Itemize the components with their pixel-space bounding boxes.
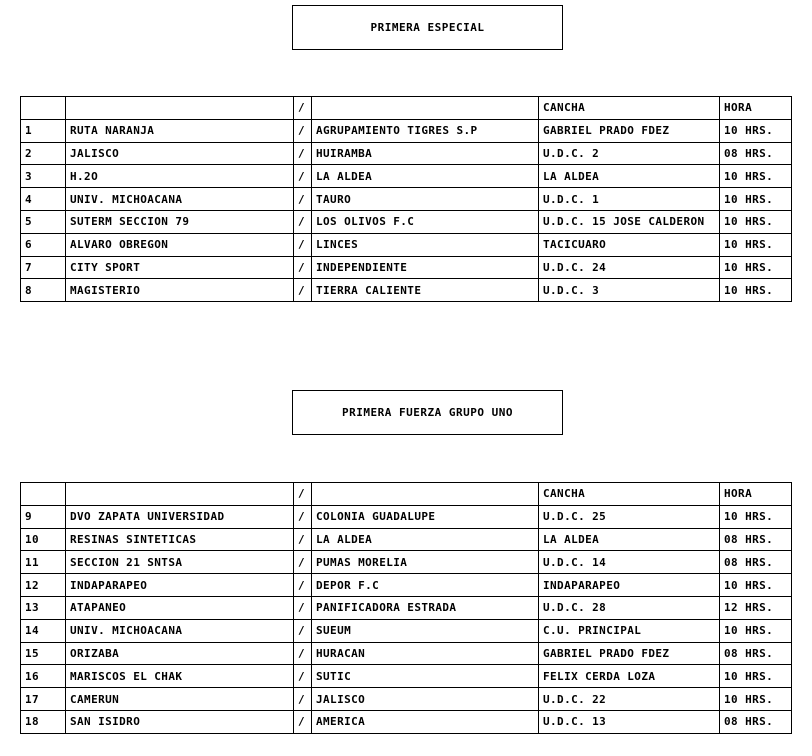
away-team-cell: PANIFICADORA ESTRADA xyxy=(312,596,539,619)
header-match-number-cell xyxy=(21,97,66,120)
field-cell: U.D.C. 25 xyxy=(539,505,720,528)
time-cell: 10 HRS. xyxy=(720,279,792,302)
header-versus-separator-cell: / xyxy=(294,483,312,506)
away-team-cell: LA ALDEA xyxy=(312,528,539,551)
field-cell: U.D.C. 2 xyxy=(539,142,720,165)
match-number-cell: 11 xyxy=(21,551,66,574)
header-time-cell: HORA xyxy=(720,97,792,120)
home-team-cell: ALVARO OBREGON xyxy=(66,233,294,256)
home-team-cell: SUTERM SECCION 79 xyxy=(66,210,294,233)
match-number-cell: 1 xyxy=(21,119,66,142)
home-team-cell: SECCION 21 SNTSA xyxy=(66,551,294,574)
table-row xyxy=(21,505,792,528)
table-row xyxy=(21,233,792,256)
time-cell: 10 HRS. xyxy=(720,119,792,142)
match-number-cell: 9 xyxy=(21,505,66,528)
versus-separator-cell: / xyxy=(294,710,312,733)
versus-separator-cell: / xyxy=(294,165,312,188)
away-team-cell: COLONIA GUADALUPE xyxy=(312,505,539,528)
match-number-cell: 6 xyxy=(21,233,66,256)
header-field-cell: CANCHA xyxy=(539,483,720,506)
home-team-cell: ORIZABA xyxy=(66,642,294,665)
away-team-cell: LINCES xyxy=(312,233,539,256)
match-number-cell: 8 xyxy=(21,279,66,302)
table-row xyxy=(21,574,792,597)
field-cell: FELIX CERDA LOZA xyxy=(539,665,720,688)
time-cell: 08 HRS. xyxy=(720,528,792,551)
away-team-cell: TAURO xyxy=(312,188,539,211)
home-team-cell: DVO ZAPATA UNIVERSIDAD xyxy=(66,505,294,528)
away-team-cell: SUEUM xyxy=(312,619,539,642)
versus-separator-cell: / xyxy=(294,528,312,551)
table-row xyxy=(21,688,792,711)
table-row xyxy=(21,210,792,233)
field-cell: GABRIEL PRADO FDEZ xyxy=(539,119,720,142)
versus-separator-cell: / xyxy=(294,596,312,619)
time-cell: 10 HRS. xyxy=(720,210,792,233)
home-team-cell: JALISCO xyxy=(66,142,294,165)
table-row xyxy=(21,119,792,142)
field-cell: INDAPARAPEO xyxy=(539,574,720,597)
home-team-cell: ATAPANEO xyxy=(66,596,294,619)
table-row xyxy=(21,710,792,733)
table-row xyxy=(21,256,792,279)
home-team-cell: UNIV. MICHOACANA xyxy=(66,619,294,642)
match-number-cell: 15 xyxy=(21,642,66,665)
table-row xyxy=(21,142,792,165)
time-cell: 10 HRS. xyxy=(720,188,792,211)
match-number-cell: 4 xyxy=(21,188,66,211)
versus-separator-cell: / xyxy=(294,188,312,211)
field-cell: U.D.C. 22 xyxy=(539,688,720,711)
table-row xyxy=(21,665,792,688)
section-title-primera-especial: PRIMERA ESPECIAL xyxy=(292,5,563,50)
time-cell: 10 HRS. xyxy=(720,619,792,642)
time-cell: 08 HRS. xyxy=(720,710,792,733)
away-team-cell: INDEPENDIENTE xyxy=(312,256,539,279)
home-team-cell: H.2O xyxy=(66,165,294,188)
home-team-cell: MARISCOS EL CHAK xyxy=(66,665,294,688)
away-team-cell: LOS OLIVOS F.C xyxy=(312,210,539,233)
home-team-cell: CAMERUN xyxy=(66,688,294,711)
home-team-cell: CITY SPORT xyxy=(66,256,294,279)
time-cell: 08 HRS. xyxy=(720,642,792,665)
fixtures-table-primera-fuerza xyxy=(20,482,792,734)
versus-separator-cell: / xyxy=(294,505,312,528)
away-team-cell: DEPOR F.C xyxy=(312,574,539,597)
table-row xyxy=(21,279,792,302)
header-home-team-cell xyxy=(66,483,294,506)
field-cell: U.D.C. 15 JOSE CALDERON xyxy=(539,210,720,233)
home-team-cell: RESINAS SINTETICAS xyxy=(66,528,294,551)
versus-separator-cell: / xyxy=(294,233,312,256)
field-cell: TACICUARO xyxy=(539,233,720,256)
table-row xyxy=(21,165,792,188)
away-team-cell: HURACAN xyxy=(312,642,539,665)
match-number-cell: 2 xyxy=(21,142,66,165)
home-team-cell: MAGISTERIO xyxy=(66,279,294,302)
versus-separator-cell: / xyxy=(294,142,312,165)
away-team-cell: SUTIC xyxy=(312,665,539,688)
match-number-cell: 5 xyxy=(21,210,66,233)
field-cell: U.D.C. 1 xyxy=(539,188,720,211)
home-team-cell: RUTA NARANJA xyxy=(66,119,294,142)
versus-separator-cell: / xyxy=(294,210,312,233)
time-cell: 10 HRS. xyxy=(720,165,792,188)
table-row xyxy=(21,642,792,665)
time-cell: 10 HRS. xyxy=(720,574,792,597)
away-team-cell: PUMAS MORELIA xyxy=(312,551,539,574)
match-number-cell: 18 xyxy=(21,710,66,733)
away-team-cell: JALISCO xyxy=(312,688,539,711)
table-row xyxy=(21,596,792,619)
time-cell: 10 HRS. xyxy=(720,233,792,256)
match-number-cell: 10 xyxy=(21,528,66,551)
versus-separator-cell: / xyxy=(294,551,312,574)
match-number-cell: 13 xyxy=(21,596,66,619)
versus-separator-cell: / xyxy=(294,665,312,688)
away-team-cell: LA ALDEA xyxy=(312,165,539,188)
table-row xyxy=(21,619,792,642)
header-time-cell: HORA xyxy=(720,483,792,506)
table-row xyxy=(21,188,792,211)
fixtures-table-primera-especial xyxy=(20,96,792,302)
time-cell: 08 HRS. xyxy=(720,551,792,574)
match-number-cell: 7 xyxy=(21,256,66,279)
field-cell: U.D.C. 3 xyxy=(539,279,720,302)
time-cell: 10 HRS. xyxy=(720,688,792,711)
field-cell: U.D.C. 28 xyxy=(539,596,720,619)
time-cell: 08 HRS. xyxy=(720,142,792,165)
section-title-primera-fuerza-grupo-uno: PRIMERA FUERZA GRUPO UNO xyxy=(292,390,563,435)
match-number-cell: 12 xyxy=(21,574,66,597)
time-cell: 10 HRS. xyxy=(720,256,792,279)
versus-separator-cell: / xyxy=(294,119,312,142)
away-team-cell: AGRUPAMIENTO TIGRES S.P xyxy=(312,119,539,142)
match-number-cell: 14 xyxy=(21,619,66,642)
match-number-cell: 16 xyxy=(21,665,66,688)
versus-separator-cell: / xyxy=(294,256,312,279)
field-cell: C.U. PRINCIPAL xyxy=(539,619,720,642)
header-home-team-cell xyxy=(66,97,294,120)
field-cell: LA ALDEA xyxy=(539,528,720,551)
header-match-number-cell xyxy=(21,483,66,506)
time-cell: 10 HRS. xyxy=(720,665,792,688)
versus-separator-cell: / xyxy=(294,619,312,642)
field-cell: LA ALDEA xyxy=(539,165,720,188)
table-header-row xyxy=(21,483,792,506)
time-cell: 10 HRS. xyxy=(720,505,792,528)
header-away-team-cell xyxy=(312,97,539,120)
field-cell: U.D.C. 14 xyxy=(539,551,720,574)
home-team-cell: INDAPARAPEO xyxy=(66,574,294,597)
home-team-cell: SAN ISIDRO xyxy=(66,710,294,733)
versus-separator-cell: / xyxy=(294,642,312,665)
table-header-row xyxy=(21,97,792,120)
away-team-cell: AMERICA xyxy=(312,710,539,733)
versus-separator-cell: / xyxy=(294,279,312,302)
away-team-cell: TIERRA CALIENTE xyxy=(312,279,539,302)
versus-separator-cell: / xyxy=(294,574,312,597)
header-field-cell: CANCHA xyxy=(539,97,720,120)
field-cell: U.D.C. 24 xyxy=(539,256,720,279)
home-team-cell: UNIV. MICHOACANA xyxy=(66,188,294,211)
table-row xyxy=(21,528,792,551)
time-cell: 12 HRS. xyxy=(720,596,792,619)
away-team-cell: HUIRAMBA xyxy=(312,142,539,165)
table-row xyxy=(21,551,792,574)
match-number-cell: 3 xyxy=(21,165,66,188)
header-versus-separator-cell: / xyxy=(294,97,312,120)
field-cell: U.D.C. 13 xyxy=(539,710,720,733)
header-away-team-cell xyxy=(312,483,539,506)
field-cell: GABRIEL PRADO FDEZ xyxy=(539,642,720,665)
versus-separator-cell: / xyxy=(294,688,312,711)
match-number-cell: 17 xyxy=(21,688,66,711)
